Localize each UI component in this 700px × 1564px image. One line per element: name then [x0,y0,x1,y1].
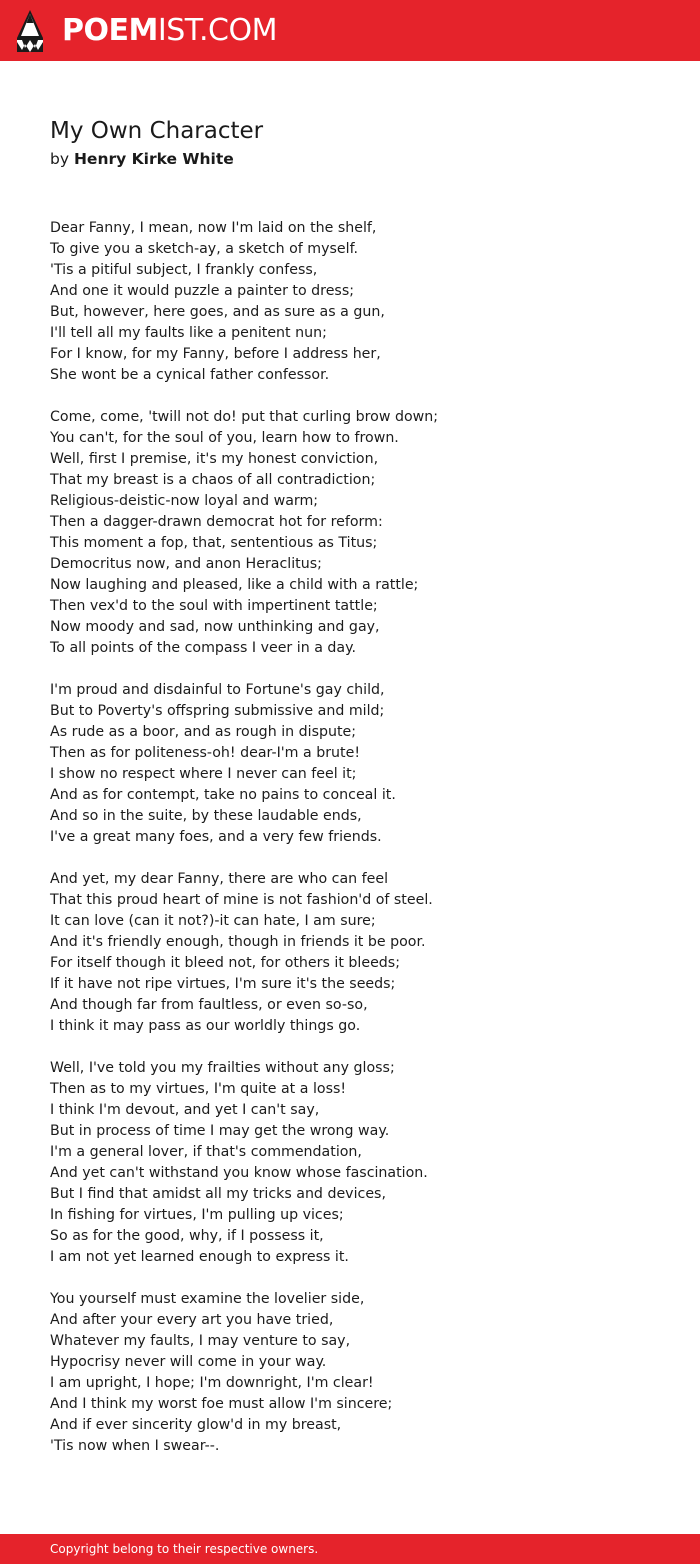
poem-line: And as for contempt, take no pains to conceal it. [50,787,396,803]
poem-line: That my breast is a chaos of all contradiction; [50,472,376,488]
poem-line: Then vex'd to the soul with impertinent tattle; [50,598,378,614]
poem-line: To all points of the compass I veer in a day. [50,640,357,656]
poem-line: And so in the suite, by these laudable ends, [50,808,362,824]
stanza [50,407,650,659]
poem-line: I am upright, I hope; I'm downright, I'm clear! [50,1375,374,1391]
poem-line: And yet, my dear Fanny, there are who can feel [50,871,389,887]
poem-line: In fishing for virtues, I'm pulling up vices; [50,1207,344,1223]
poem-line: If it have not ripe virtues, I'm sure it's the seeds; [50,976,396,992]
poem-line: Come, come, 'twill not do! put that curling brow down; [50,409,439,425]
poem-line: So as for the good, why, if I possess it, [50,1228,324,1244]
poem-line: I think it may pass as our worldly things go. [50,1018,361,1034]
poem-line: And if ever sincerity glow'd in my breast, [50,1417,342,1433]
poem-line: Well, first I premise, it's my honest conviction, [50,451,379,467]
poem-line: Democritus now, and anon Heraclitus; [50,556,322,572]
pencil-icon[interactable] [17,10,43,52]
poem-line: And it's friendly enough, though in friends it be poor. [50,934,426,950]
poem-line: For itself though it bleed not, for others it bleeds; [50,955,400,971]
site-footer [0,1534,700,1564]
poem-title: My Own Character [50,118,264,144]
stanza [50,1058,650,1268]
poem-line: I'm proud and disdainful to Fortune's gay child, [50,682,385,698]
poem-line: And I think my worst foe must allow I'm sincere; [50,1396,393,1412]
logo-light-text: IST.COM [157,13,277,48]
site-logo[interactable] [62,11,277,51]
poem-line: It can love (can it not?)-it can hate, I am sure; [50,913,376,929]
poem-line: But, however, here goes, and as sure as a gun, [50,304,385,320]
stanza [50,680,650,848]
poem-line: But in process of time I may get the wrong way. [50,1123,390,1139]
poem-line: But to Poverty's offspring submissive and mild; [50,703,385,719]
poem-line: Then as to my virtues, I'm quite at a loss! [50,1081,347,1097]
poem-line: You can't, for the soul of you, learn how to frown. [50,430,399,446]
poem-line: You yourself must examine the lovelier side, [50,1291,365,1307]
poem-line: But I find that amidst all my tricks and devices, [50,1186,386,1202]
poem-line: Now moody and sad, now unthinking and gay, [50,619,380,635]
poem-line: Now laughing and pleased, like a child with a rattle; [50,577,419,593]
poem-line: I think I'm devout, and yet I can't say, [50,1102,320,1118]
poem-line: And one it would puzzle a painter to dress; [50,283,354,299]
poem-line: That this proud heart of mine is not fashion'd of steel. [50,892,433,908]
stanza [50,218,650,386]
poem-line: I'm a general lover, if that's commendation, [50,1144,362,1160]
poem-line: For I know, for my Fanny, before I address her, [50,346,381,362]
poem-line: Whatever my faults, I may venture to say, [50,1333,351,1349]
poem-line: Well, I've told you my frailties without any gloss; [50,1060,395,1076]
by-label: by [50,150,70,168]
poem-line: 'Tis a pitiful subject, I frankly confess, [50,262,318,278]
poem-line: She wont be a cynical father confessor. [50,367,330,383]
poem-line: Dear Fanny, I mean, now I'm laid on the shelf, [50,220,377,236]
poem-line: 'Tis now when I swear--. [50,1438,220,1454]
poem-body [50,218,650,1478]
poem-line: And though far from faultless, or even so-so, [50,997,368,1013]
poem-line: And after your every art you have tried, [50,1312,334,1328]
poem-line: I show no respect where I never can feel it; [50,766,357,782]
author-name[interactable]: Henry Kirke White [73,150,234,168]
poem-line: Then as for politeness-oh! dear-I'm a brute! [50,745,361,761]
logo-bold-text: POEM [62,13,158,48]
poem-line: And yet can't withstand you know whose fascination. [50,1165,428,1181]
stanza [50,1289,650,1457]
poem-line: I am not yet learned enough to express it. [50,1249,349,1265]
poem-line: Hypocrisy never will come in your way. [50,1354,327,1370]
site-header [0,0,700,61]
poem-line: To give you a sketch-ay, a sketch of myself. [50,241,359,257]
byline [50,148,234,170]
copyright-text: Copyright belong to their respective owners. [50,1542,319,1556]
poem-line: As rude as a boor, and as rough in dispute; [50,724,357,740]
stanza [50,869,650,1037]
poem-line: I'll tell all my faults like a penitent nun; [50,325,327,341]
poem-line: I've a great many foes, and a very few friends. [50,829,382,845]
poem-line: Religious-deistic-now loyal and warm; [50,493,319,509]
poem-line: This moment a fop, that, sententious as Titus; [50,535,378,551]
poem-line: Then a dagger-drawn democrat hot for reform: [50,514,383,530]
